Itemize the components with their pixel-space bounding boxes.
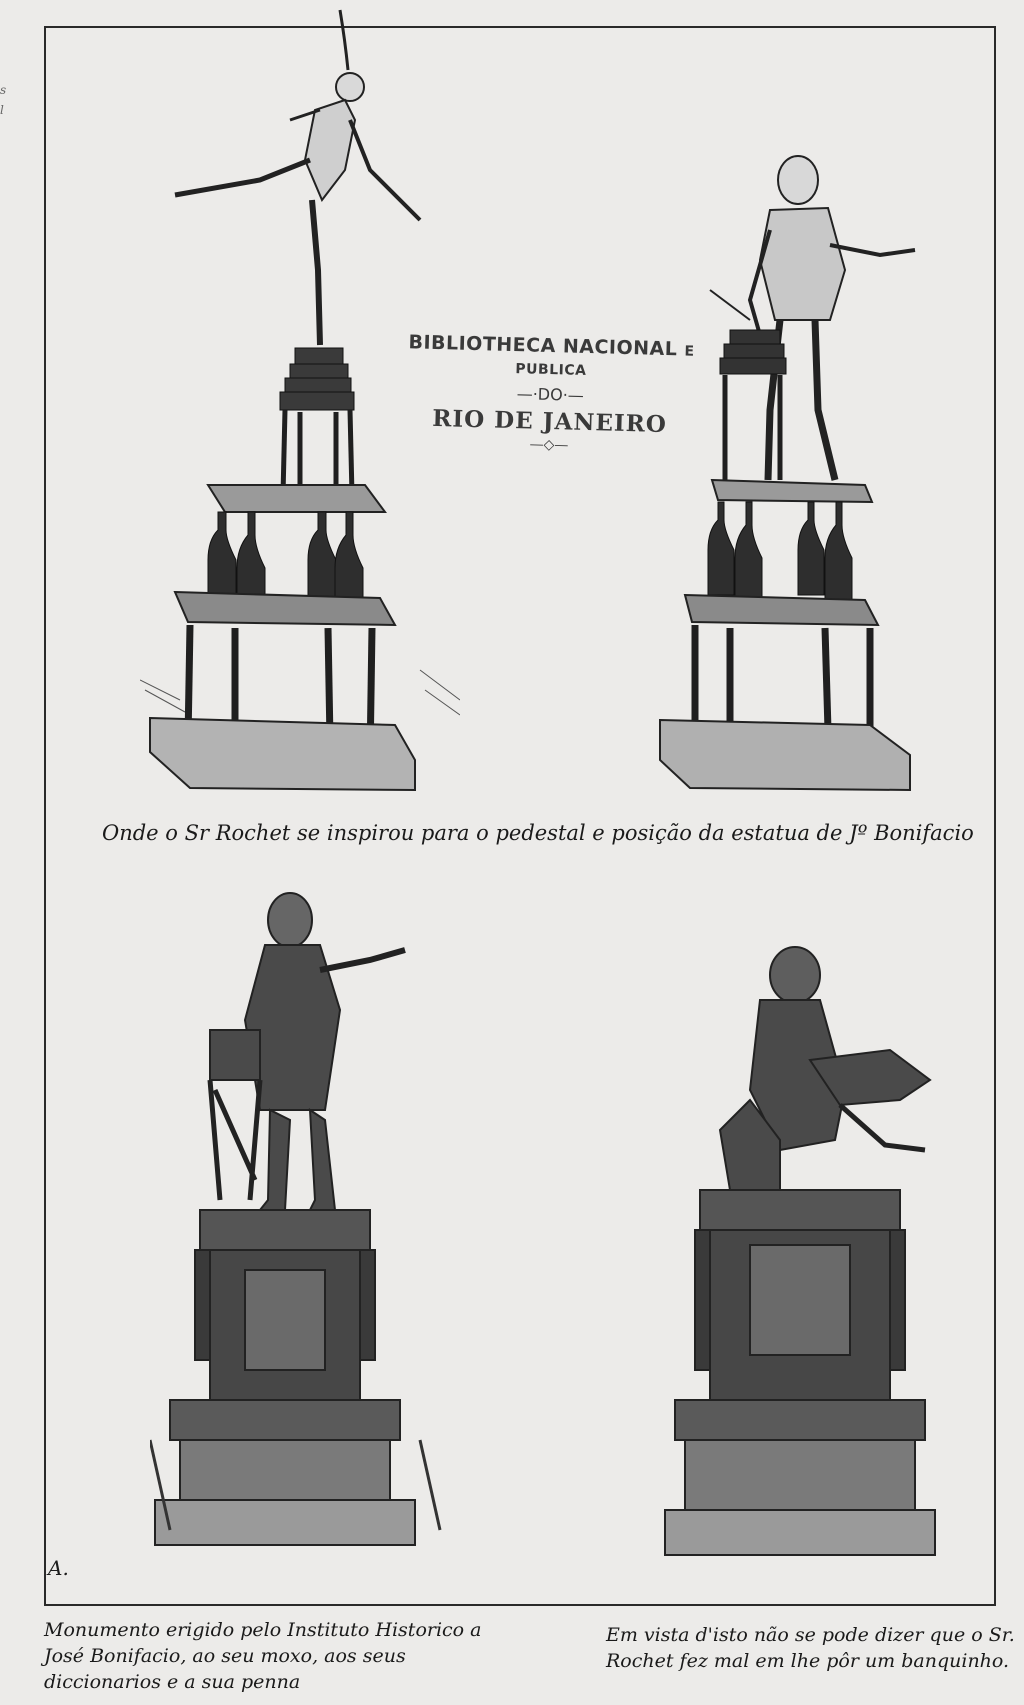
stamp-line-3: RIO DE JANEIRO	[431, 404, 668, 439]
standing-statue-illustration	[150, 880, 450, 1580]
margin-text: s l	[0, 83, 7, 117]
middle-caption: Onde o Sr Rochet se inspirou para o pedestal e posição da estatua de Jº Bonifacio	[102, 821, 974, 845]
bottom-right-caption: Em vista d'isto não se pode dizer que o Sr. Rochet fez mal em lhe pôr um banquinho.	[606, 1624, 1015, 1672]
stamp-line-1: BIBLIOTHECA NACIONAL	[408, 331, 678, 361]
stamp-line-2: DO	[537, 384, 563, 405]
library-stamp: BIBLIOTHECA NACIONAL E PUBLICA —·DO·— RIO DE JANEIRO —◇—	[403, 331, 697, 479]
stamp-line-1-small: E PUBLICA	[515, 343, 695, 379]
bottom-left-caption: Monumento erigido pelo Instituto Historico a José Bonifacio, ao seu moxo, aos seus diccionarios e a sua penna	[44, 1619, 482, 1693]
artist-signature: A.	[48, 1556, 69, 1580]
acrobat-pedestal-right-illustration	[650, 150, 970, 810]
seated-statue-illustration	[660, 940, 960, 1600]
